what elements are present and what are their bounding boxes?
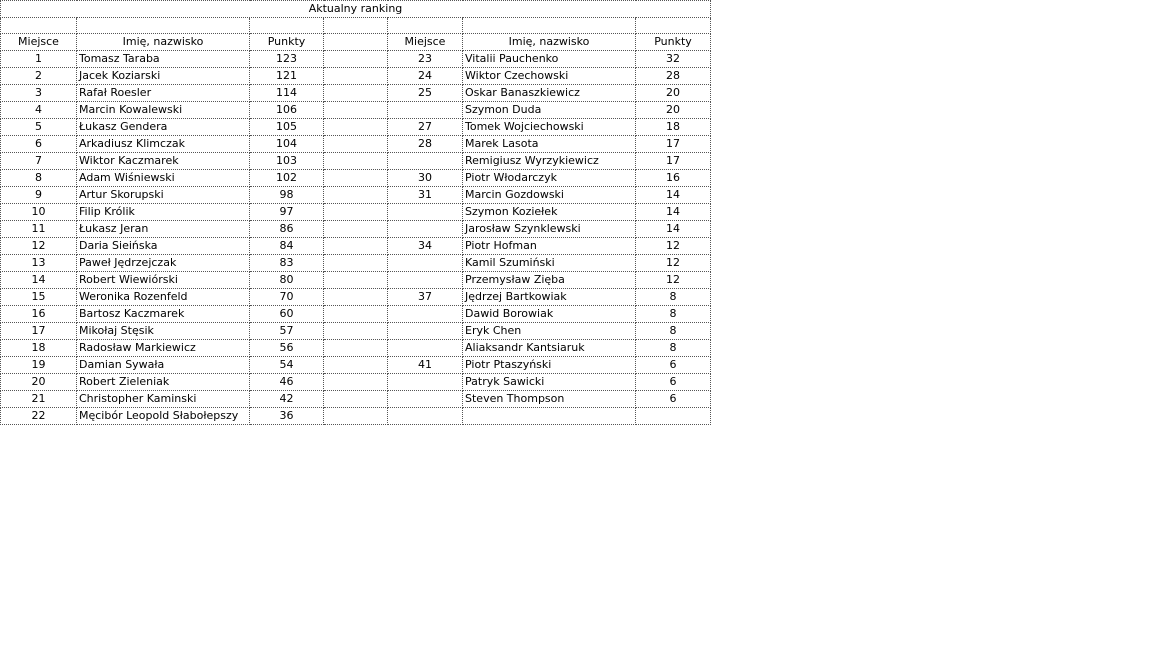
left-place-cell[interactable]: 16: [1, 306, 77, 323]
right-place-cell[interactable]: [388, 323, 463, 340]
left-place-cell[interactable]: 5: [1, 119, 77, 136]
left-name-cell[interactable]: Damian Sywała: [77, 357, 250, 374]
header-row: [1, 34, 711, 51]
left-place-cell[interactable]: 14: [1, 272, 77, 289]
left-place-cell[interactable]: 12: [1, 238, 77, 255]
left-place-cell[interactable]: 17: [1, 323, 77, 340]
right-points-cell[interactable]: 8: [636, 289, 711, 306]
right-place-cell[interactable]: [388, 255, 463, 272]
right-name-cell[interactable]: Remigiusz Wyrzykiewicz: [463, 153, 636, 170]
table-row: [1, 153, 711, 170]
gap-cell[interactable]: [324, 391, 388, 408]
gap-cell[interactable]: [324, 170, 388, 187]
right-place-cell[interactable]: 34: [388, 238, 463, 255]
right-name-cell[interactable]: Jarosław Szynklewski: [463, 221, 636, 238]
right-place-cell[interactable]: 23: [388, 51, 463, 68]
left-name-cell[interactable]: Arkadiusz Klimczak: [77, 136, 250, 153]
left-place-cell[interactable]: 9: [1, 187, 77, 204]
left-place-cell[interactable]: 3: [1, 85, 77, 102]
right-name-cell[interactable]: Marek Lasota: [463, 136, 636, 153]
right-place-cell[interactable]: [388, 204, 463, 221]
right-place-cell[interactable]: 24: [388, 68, 463, 85]
left-points-cell[interactable]: 84: [250, 238, 324, 255]
right-points-cell[interactable]: 17: [636, 153, 711, 170]
table-row: [1, 170, 711, 187]
left-points-cell[interactable]: 80: [250, 272, 324, 289]
gap-cell[interactable]: [324, 289, 388, 306]
right-points-cell[interactable]: 17: [636, 136, 711, 153]
table-row: [1, 340, 711, 357]
right-points-cell[interactable]: 14: [636, 204, 711, 221]
left-name-cell[interactable]: Robert Zieleniak: [77, 374, 250, 391]
right-points-cell[interactable]: 16: [636, 170, 711, 187]
left-name-cell[interactable]: Męcibór Leopold Słabołepszy: [77, 408, 250, 425]
left-points-cell[interactable]: 46: [250, 374, 324, 391]
left-points-cell[interactable]: 70: [250, 289, 324, 306]
right-points-cell[interactable]: 20: [636, 102, 711, 119]
right-name-cell[interactable]: [463, 408, 636, 425]
left-points-cell[interactable]: 123: [250, 51, 324, 68]
right-points-cell[interactable]: 28: [636, 68, 711, 85]
cell[interactable]: [77, 18, 250, 34]
gap-cell[interactable]: [324, 238, 388, 255]
table-row: [1, 408, 711, 425]
gap-cell[interactable]: [324, 153, 388, 170]
table-row: [1, 85, 711, 102]
right-points-cell[interactable]: [636, 408, 711, 425]
left-name-cell[interactable]: Jacek Koziarski: [77, 68, 250, 85]
left-place-cell[interactable]: 20: [1, 374, 77, 391]
right-name-cell[interactable]: Szymon Koziełek: [463, 204, 636, 221]
right-place-cell[interactable]: [388, 102, 463, 119]
left-name-cell[interactable]: Weronika Rozenfeld: [77, 289, 250, 306]
right-name-cell[interactable]: Piotr Ptaszyński: [463, 357, 636, 374]
left-points-cell[interactable]: 102: [250, 170, 324, 187]
left-points-cell[interactable]: 114: [250, 85, 324, 102]
table-row: [1, 51, 711, 68]
left-points-cell[interactable]: 98: [250, 187, 324, 204]
right-place-cell[interactable]: 28: [388, 136, 463, 153]
gap-cell[interactable]: [324, 374, 388, 391]
right-points-cell[interactable]: 14: [636, 221, 711, 238]
left-name-cell[interactable]: Robert Wiewiórski: [77, 272, 250, 289]
table-row: [1, 357, 711, 374]
left-place-cell[interactable]: 2: [1, 68, 77, 85]
cell[interactable]: [1, 18, 77, 34]
right-points-cell[interactable]: 32: [636, 51, 711, 68]
left-points-cell[interactable]: 36: [250, 408, 324, 425]
left-name-cell[interactable]: Tomasz Taraba: [77, 51, 250, 68]
table-row: [1, 391, 711, 408]
left-points-cell[interactable]: 105: [250, 119, 324, 136]
left-points-cell[interactable]: 54: [250, 357, 324, 374]
header-name-left[interactable]: Imię, nazwisko: [77, 34, 250, 51]
header-place-right[interactable]: Miejsce: [388, 34, 463, 51]
right-points-cell[interactable]: 8: [636, 340, 711, 357]
gap-cell[interactable]: [324, 51, 388, 68]
left-name-cell[interactable]: Radosław Markiewicz: [77, 340, 250, 357]
left-name-cell[interactable]: Rafał Roesler: [77, 85, 250, 102]
right-place-cell[interactable]: [388, 272, 463, 289]
left-place-cell[interactable]: 8: [1, 170, 77, 187]
left-points-cell[interactable]: 103: [250, 153, 324, 170]
left-place-cell[interactable]: 10: [1, 204, 77, 221]
table-row: [1, 102, 711, 119]
right-name-cell[interactable]: Patryk Sawicki: [463, 374, 636, 391]
left-place-cell[interactable]: 18: [1, 340, 77, 357]
right-name-cell[interactable]: Aliaksandr Kantsiaruk: [463, 340, 636, 357]
right-place-cell[interactable]: [388, 340, 463, 357]
table-row: [1, 255, 711, 272]
right-place-cell[interactable]: 30: [388, 170, 463, 187]
right-name-cell[interactable]: Kamil Szumiński: [463, 255, 636, 272]
right-name-cell[interactable]: Jędrzej Bartkowiak: [463, 289, 636, 306]
right-name-cell[interactable]: Marcin Gozdowski: [463, 187, 636, 204]
right-place-cell[interactable]: 27: [388, 119, 463, 136]
ranking-sheet: [0, 0, 711, 425]
right-place-cell[interactable]: 37: [388, 289, 463, 306]
right-name-cell[interactable]: Oskar Banaszkiewicz: [463, 85, 636, 102]
table-row: [1, 374, 711, 391]
left-place-cell[interactable]: 6: [1, 136, 77, 153]
cell[interactable]: [463, 18, 636, 34]
right-name-cell[interactable]: Piotr Włodarczyk: [463, 170, 636, 187]
right-name-cell[interactable]: Dawid Borowiak: [463, 306, 636, 323]
right-place-cell[interactable]: [388, 306, 463, 323]
left-name-cell[interactable]: Christopher Kaminski: [77, 391, 250, 408]
cell[interactable]: [636, 18, 711, 34]
gap-cell[interactable]: [324, 34, 388, 51]
right-name-cell[interactable]: Vitalii Pauchenko: [463, 51, 636, 68]
right-name-cell[interactable]: Szymon Duda: [463, 102, 636, 119]
left-points-cell[interactable]: 42: [250, 391, 324, 408]
right-points-cell[interactable]: 20: [636, 85, 711, 102]
left-place-cell[interactable]: 15: [1, 289, 77, 306]
left-place-cell[interactable]: 13: [1, 255, 77, 272]
right-points-cell[interactable]: 6: [636, 391, 711, 408]
left-points-cell[interactable]: 86: [250, 221, 324, 238]
cell[interactable]: [250, 18, 324, 34]
left-place-cell[interactable]: 19: [1, 357, 77, 374]
left-place-cell[interactable]: 7: [1, 153, 77, 170]
gap-cell[interactable]: [324, 102, 388, 119]
gap-cell[interactable]: [324, 187, 388, 204]
left-place-cell[interactable]: 1: [1, 51, 77, 68]
left-points-cell[interactable]: 83: [250, 255, 324, 272]
gap-cell[interactable]: [324, 136, 388, 153]
right-place-cell[interactable]: [388, 221, 463, 238]
gap-cell[interactable]: [324, 340, 388, 357]
left-name-cell[interactable]: Łukasz Gendera: [77, 119, 250, 136]
left-points-cell[interactable]: 97: [250, 204, 324, 221]
header-points-right[interactable]: Punkty: [636, 34, 711, 51]
table-row: [1, 119, 711, 136]
right-name-cell[interactable]: Steven Thompson: [463, 391, 636, 408]
sheet-title[interactable]: Aktualny ranking: [1, 1, 711, 18]
right-points-cell[interactable]: 12: [636, 272, 711, 289]
left-name-cell[interactable]: Mikołaj Stęsik: [77, 323, 250, 340]
table-row: [1, 68, 711, 85]
table-row: [1, 306, 711, 323]
table-row: [1, 187, 711, 204]
right-points-cell[interactable]: 14: [636, 187, 711, 204]
header-name-right[interactable]: Imię, nazwisko: [463, 34, 636, 51]
table-row: [1, 204, 711, 221]
table-row: [1, 136, 711, 153]
left-name-cell[interactable]: Łukasz Jeran: [77, 221, 250, 238]
table-row: [1, 238, 711, 255]
right-points-cell[interactable]: 12: [636, 255, 711, 272]
table-row: [1, 323, 711, 340]
right-place-cell[interactable]: 31: [388, 187, 463, 204]
gap-cell[interactable]: [324, 323, 388, 340]
right-name-cell[interactable]: Tomek Wojciechowski: [463, 119, 636, 136]
table-row: [1, 289, 711, 306]
gap-cell[interactable]: [324, 272, 388, 289]
right-name-cell[interactable]: Piotr Hofman: [463, 238, 636, 255]
left-points-cell[interactable]: 56: [250, 340, 324, 357]
right-place-cell[interactable]: [388, 408, 463, 425]
header-place-left[interactable]: Miejsce: [1, 34, 77, 51]
gap-cell[interactable]: [324, 204, 388, 221]
left-name-cell[interactable]: Adam Wiśniewski: [77, 170, 250, 187]
left-points-cell[interactable]: 104: [250, 136, 324, 153]
gap-cell[interactable]: [324, 357, 388, 374]
cell[interactable]: [388, 18, 463, 34]
left-name-cell[interactable]: Wiktor Kaczmarek: [77, 153, 250, 170]
gap-cell[interactable]: [324, 18, 388, 34]
blank-row: [1, 18, 711, 34]
right-points-cell[interactable]: 18: [636, 119, 711, 136]
gap-cell[interactable]: [324, 68, 388, 85]
header-points-left[interactable]: Punkty: [250, 34, 324, 51]
table-row: [1, 272, 711, 289]
gap-cell[interactable]: [324, 85, 388, 102]
right-points-cell[interactable]: 6: [636, 357, 711, 374]
right-place-cell[interactable]: [388, 391, 463, 408]
right-points-cell[interactable]: 8: [636, 306, 711, 323]
left-name-cell[interactable]: Daria Sieińska: [77, 238, 250, 255]
left-points-cell[interactable]: 57: [250, 323, 324, 340]
right-place-cell[interactable]: [388, 374, 463, 391]
left-place-cell[interactable]: 4: [1, 102, 77, 119]
left-name-cell[interactable]: Paweł Jędrzejczak: [77, 255, 250, 272]
left-points-cell[interactable]: 121: [250, 68, 324, 85]
right-points-cell[interactable]: 6: [636, 374, 711, 391]
left-name-cell[interactable]: Filip Królik: [77, 204, 250, 221]
left-place-cell[interactable]: 21: [1, 391, 77, 408]
left-name-cell[interactable]: Bartosz Kaczmarek: [77, 306, 250, 323]
right-place-cell[interactable]: 41: [388, 357, 463, 374]
right-name-cell[interactable]: Eryk Chen: [463, 323, 636, 340]
title-row: [1, 1, 711, 18]
left-place-cell[interactable]: 22: [1, 408, 77, 425]
right-place-cell[interactable]: 25: [388, 85, 463, 102]
left-place-cell[interactable]: 11: [1, 221, 77, 238]
right-points-cell[interactable]: 12: [636, 238, 711, 255]
right-points-cell[interactable]: 8: [636, 323, 711, 340]
right-name-cell[interactable]: Wiktor Czechowski: [463, 68, 636, 85]
left-points-cell[interactable]: 106: [250, 102, 324, 119]
left-name-cell[interactable]: Artur Skorupski: [77, 187, 250, 204]
right-place-cell[interactable]: [388, 153, 463, 170]
gap-cell[interactable]: [324, 306, 388, 323]
gap-cell[interactable]: [324, 255, 388, 272]
left-points-cell[interactable]: 60: [250, 306, 324, 323]
left-name-cell[interactable]: Marcin Kowalewski: [77, 102, 250, 119]
gap-cell[interactable]: [324, 221, 388, 238]
gap-cell[interactable]: [324, 408, 388, 425]
gap-cell[interactable]: [324, 119, 388, 136]
right-name-cell[interactable]: Przemysław Zięba: [463, 272, 636, 289]
table-row: [1, 221, 711, 238]
